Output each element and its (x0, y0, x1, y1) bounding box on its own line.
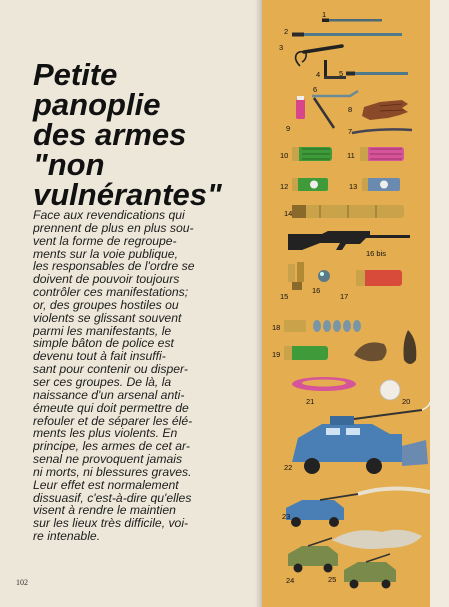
grenade-11-icon (360, 147, 404, 161)
body-line: émeute qui doit permettre de (33, 401, 189, 415)
body-line: prennent de plus en plus sou- (33, 221, 194, 235)
rubber-bullet-icon (404, 330, 417, 364)
armored-vehicle-24-icon (288, 538, 338, 573)
body-line: senal ne provoquent jamais (33, 453, 183, 466)
water-cannon-vehicle-23-icon (286, 488, 430, 527)
gas-spray-9-icon (296, 96, 334, 128)
grenade-10-icon (292, 147, 332, 161)
body-line: ser ces groupes. De là, la (33, 375, 172, 389)
item-label: 14 (284, 209, 293, 218)
item-label: 16 (312, 286, 321, 295)
body-line: doivent de pouvoir toujours (33, 273, 180, 287)
weapons-illustration (262, 0, 430, 607)
item-label: 7 (348, 127, 353, 136)
title-line: Petite (33, 57, 118, 92)
body-line: contrôler ces manifestations; (33, 286, 189, 299)
item-label: 12 (280, 182, 289, 191)
cartridge-19-icon (284, 346, 328, 360)
smoke-cloud-icon (332, 530, 422, 549)
shells-15-icon (288, 262, 304, 290)
item-label: 11 (347, 151, 355, 160)
item-label: 4 (316, 70, 321, 79)
body-line: parmi les manifestants, le (33, 324, 172, 338)
item-label: 15 (280, 292, 289, 301)
item-label: 2 (284, 27, 289, 36)
item-label: 16 bis (366, 249, 387, 258)
item-label: 9 (286, 124, 291, 133)
body-line: ments les plus violents. En (33, 427, 178, 441)
item-label: 18 (272, 323, 281, 332)
sap-3-icon (296, 46, 342, 66)
cartridge-12-icon (292, 178, 328, 191)
item-label: 20 (402, 397, 411, 406)
body-line: principe, les armes de cet ar- (33, 440, 190, 454)
page-number: 102 (16, 578, 28, 587)
body-line: refouler et de séparer les élé- (33, 414, 193, 428)
body-line: visent à rendre le maintien (33, 504, 176, 518)
item-label: 17 (340, 292, 349, 301)
cartridge-13-icon (362, 178, 400, 191)
ball-16-icon (318, 270, 330, 282)
item-label: 5 (339, 69, 344, 78)
armored-vehicle-25-icon (344, 554, 396, 589)
body-line: naissance d'un arsenal anti- (33, 388, 185, 402)
cartridge-18-icon (284, 320, 361, 332)
item-label: 22 (284, 463, 293, 472)
projectile-14-icon (292, 205, 404, 218)
item-label: 1 (322, 10, 327, 19)
rod-6-icon (312, 91, 358, 96)
body-line: dissuasif, c'est-à-dire qu'elles (33, 491, 192, 505)
body-line: simple bâton de police est (33, 337, 174, 351)
cartridge-17-icon (356, 270, 402, 286)
body-line: les responsables de l'ordre se (33, 260, 195, 274)
armored-vehicle-22-icon (292, 402, 430, 474)
item-label: 8 (348, 105, 353, 114)
item-label: 3 (279, 43, 284, 52)
glove-8-icon (362, 100, 408, 120)
body-line: re intenable. (33, 530, 101, 543)
item-label: 23 (282, 512, 291, 521)
item-label: 10 (280, 151, 289, 160)
rifle-16bis-icon (288, 231, 410, 250)
article-body (33, 209, 255, 543)
page-edge (430, 0, 449, 607)
disc-21-icon (292, 377, 356, 391)
body-line: devenu tout à fait insuffi- (33, 350, 166, 364)
title-line: panoplie (33, 87, 161, 122)
title-line: des armes (33, 117, 187, 152)
body-line: Face aux revendications qui (33, 209, 185, 222)
item-label: 13 (349, 182, 358, 191)
shield-strip-7-icon (352, 129, 412, 133)
baton-2-icon (292, 33, 402, 37)
baton-1-icon (322, 19, 382, 23)
article-title (33, 57, 255, 212)
body-line: sant pour contenir ou disper- (33, 363, 188, 376)
item-label: 6 (313, 85, 318, 94)
body-line: ments sur la voie publique, (33, 247, 178, 261)
rubber-bullet-icon (354, 342, 387, 361)
body-line: Leur effet est normalement (33, 478, 179, 492)
body-line: or, des groupes hostiles ou (33, 298, 179, 312)
item-label: 25 (328, 575, 337, 584)
ball-20-icon (380, 380, 400, 400)
body-line: ni morts, ni blessures graves. (33, 465, 192, 479)
baton-5-icon (346, 72, 408, 76)
body-line: vent la forme de regroupe- (33, 234, 177, 248)
body-line: violents se glissant souvent (33, 311, 182, 325)
title-line: vulnérantes" (33, 177, 222, 212)
item-label: 24 (286, 576, 295, 585)
body-line: sur les lieux très difficile, voi- (33, 517, 189, 531)
item-label: 19 (272, 350, 281, 359)
title-line: "non (33, 147, 105, 182)
item-label: 21 (306, 397, 315, 406)
